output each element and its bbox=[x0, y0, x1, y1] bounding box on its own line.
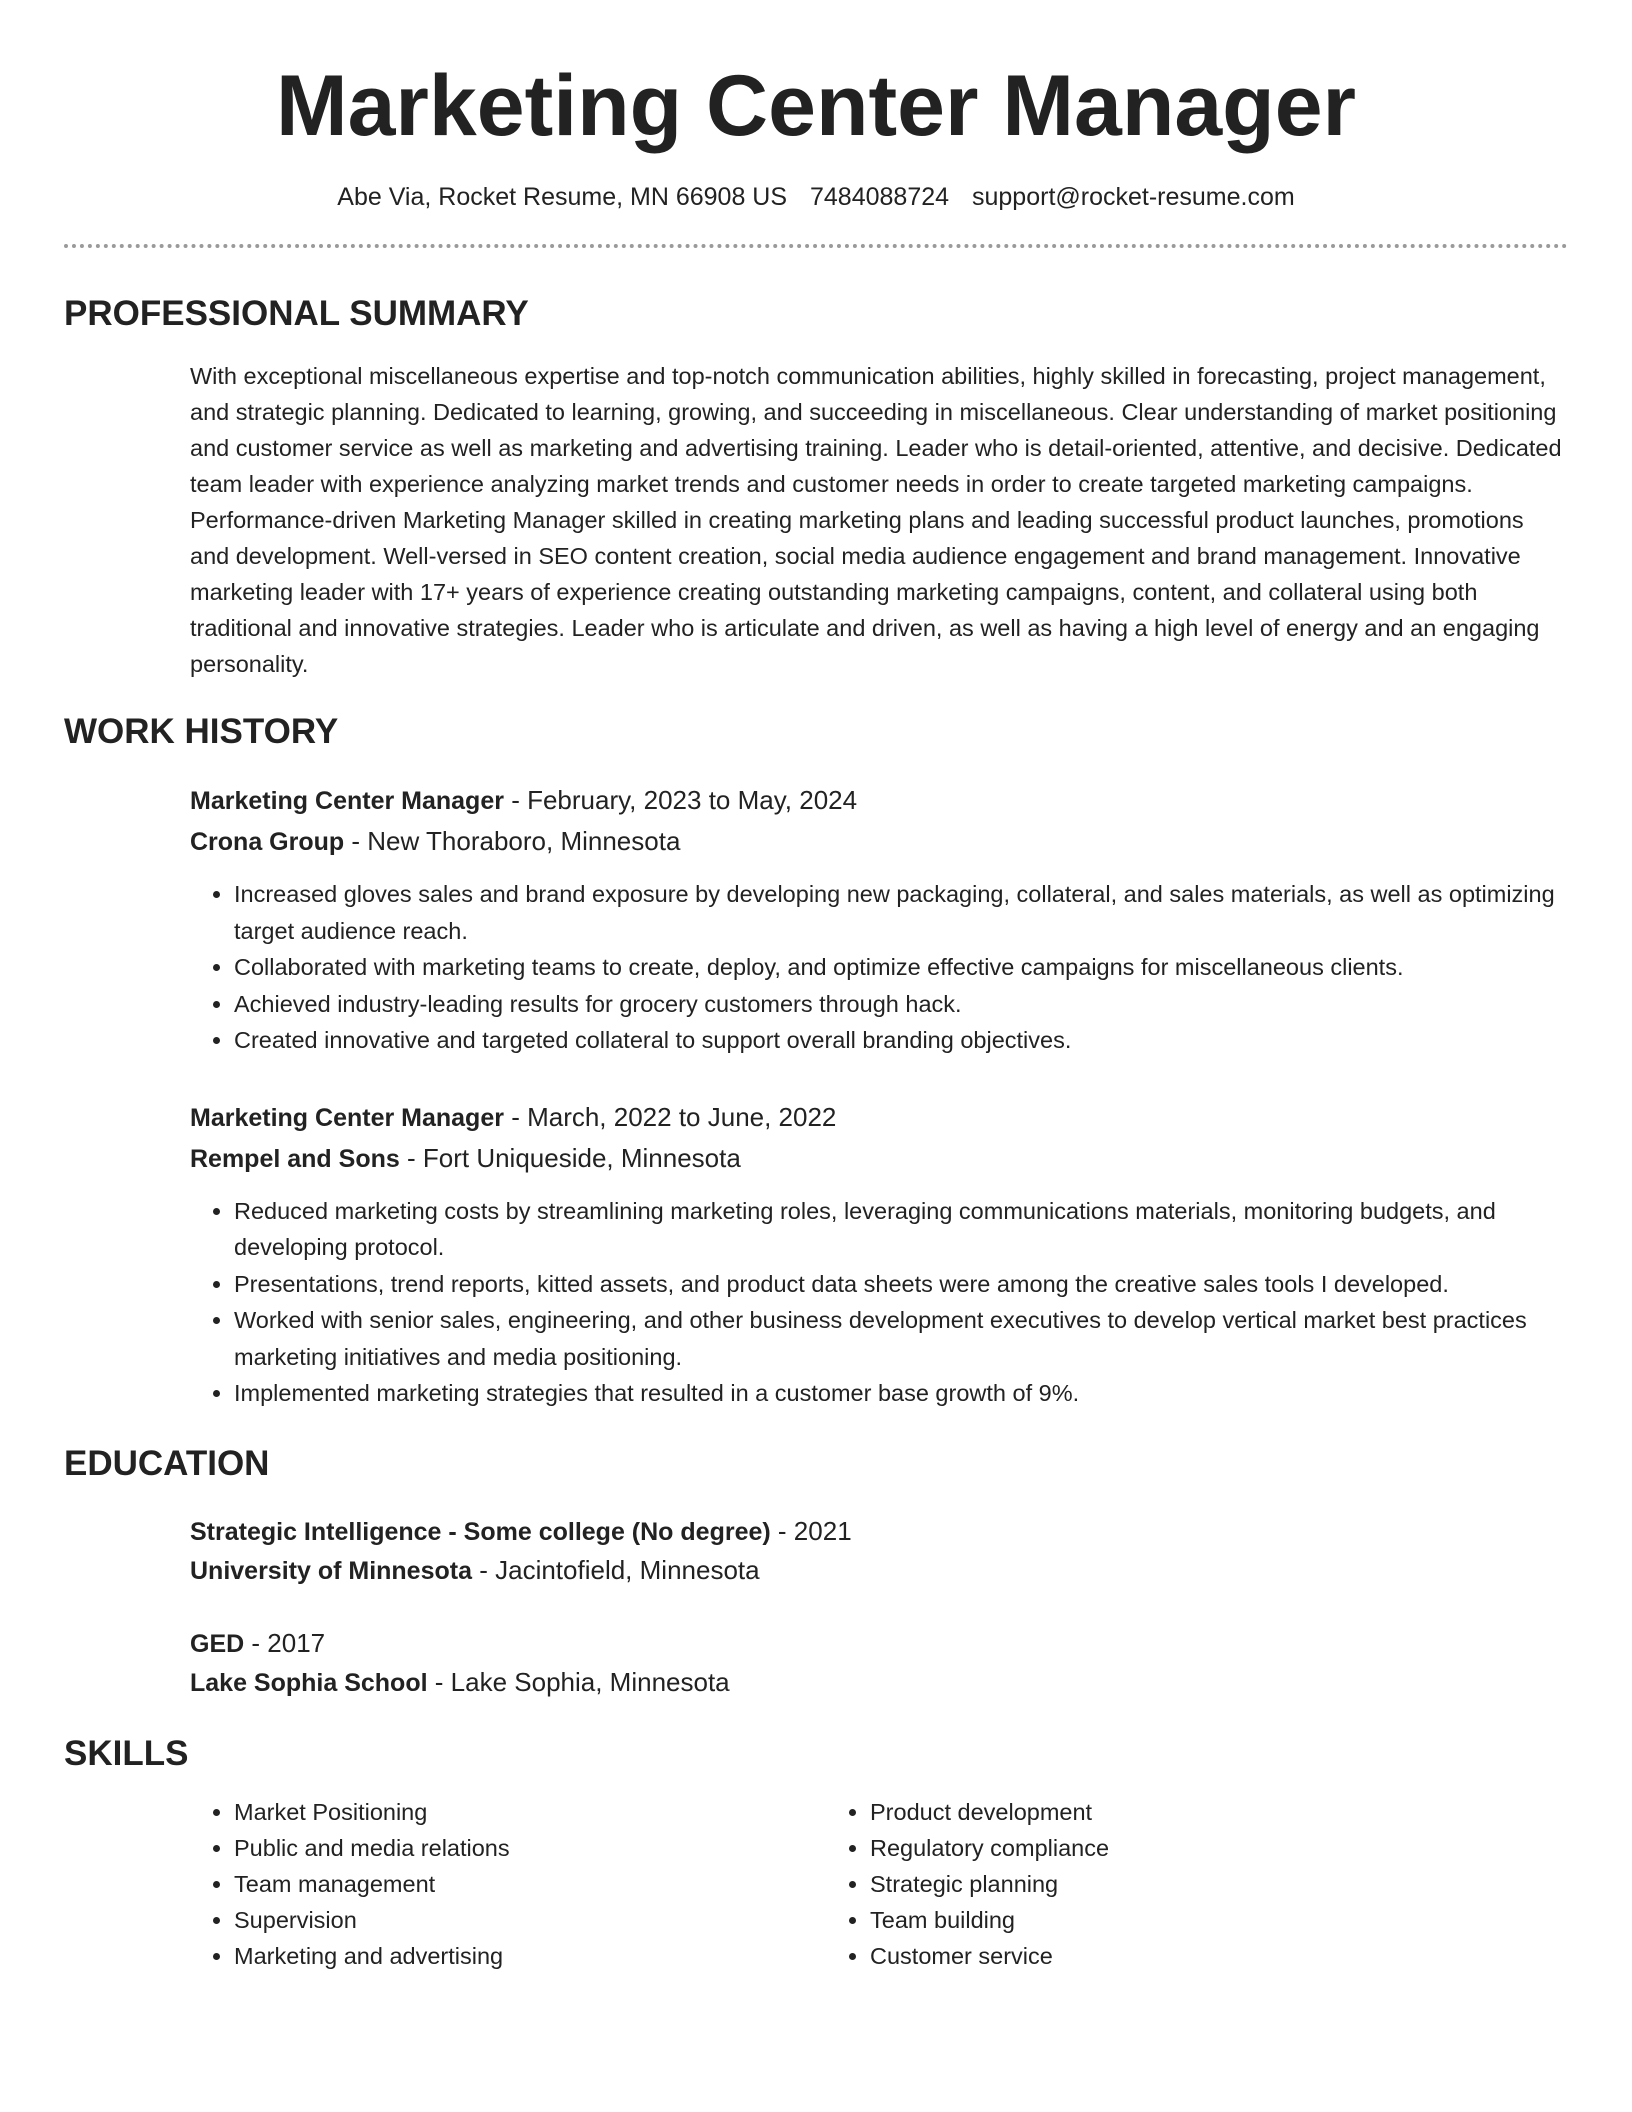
education-school: Lake Sophia School bbox=[190, 1668, 428, 1697]
work-history-heading: WORK HISTORY bbox=[64, 712, 339, 751]
job-dates: - February, 2023 to May, 2024 bbox=[503, 785, 858, 815]
job-role: Marketing Center Manager bbox=[190, 1103, 504, 1132]
skills-list-right bbox=[826, 1794, 1462, 1974]
job-bullet: • Implemented marketing strategies that resulted in a customer base growth of 9%. bbox=[234, 1375, 1568, 1412]
contact-email: support@rocket-resume.com bbox=[972, 183, 1295, 211]
job-entry bbox=[190, 780, 1568, 1059]
skill-item: • Market Positioning bbox=[234, 1794, 826, 1830]
job-dates: - March, 2022 to June, 2022 bbox=[503, 1101, 837, 1132]
job-bullet: • Achieved industry-leading results for grocery customers through hack. bbox=[234, 986, 1568, 1023]
skill-item: • Product development bbox=[870, 1794, 1462, 1830]
skill-item: • Public and media relations bbox=[234, 1830, 826, 1866]
job-company-line bbox=[190, 821, 1568, 862]
education-degree-line bbox=[190, 1624, 1568, 1663]
skills-columns bbox=[190, 1794, 1568, 1974]
skill-item: • Strategic planning bbox=[870, 1866, 1462, 1902]
summary-heading: PROFESSIONAL SUMMARY bbox=[64, 294, 529, 333]
skills-section bbox=[64, 1794, 1568, 1974]
job-bullet: • Worked with senior sales, engineering, and other business development executives to develop vertical market best practices marketing initiatives and media positioning. bbox=[234, 1302, 1568, 1375]
contact-line bbox=[64, 180, 1568, 214]
contact-address: Abe Via, Rocket Resume, MN 66908 US bbox=[337, 183, 788, 211]
education-location: - Jacintofield, Minnesota bbox=[472, 1554, 760, 1585]
education-entry bbox=[190, 1512, 1568, 1590]
job-bullet: • Increased gloves sales and brand exposure by developing new packaging, collateral, and sales materials, as well as optimizing target audience reach. bbox=[234, 876, 1568, 949]
education-school-line bbox=[190, 1663, 1568, 1702]
skill-item: • Supervision bbox=[234, 1902, 826, 1938]
job-role: Marketing Center Manager bbox=[190, 787, 504, 815]
education-year: - 2017 bbox=[244, 1627, 326, 1658]
education-location: - Lake Sophia, Minnesota bbox=[427, 1666, 730, 1697]
education-school-line bbox=[190, 1551, 1568, 1590]
summary-text: With exceptional miscellaneous expertise and top-notch communication abilities, highly skilled in forecasting, project management, and strategic planning. Dedicated to learning, growing, and succeeding in miscellaneous. Clear understanding of market positioning and customer service as well as marketing and advertising training. Leader who is detail-oriented, attentive, and decisive. Dedicated team leader with experience analyzing market trends and customer needs in order to create targeted marketing campaigns. Performance-driven Marketing Manager skilled in creating marketing plans and leading successful product launches, promotions and development. Well-versed in SEO content creation, social media audience engagement and brand management. Innovative marketing leader with 17+ years of experience creating outstanding marketing campaigns, content, and collateral using both traditional and innovative strategies. Leader who is articulate and driven, as well as having a high level of energy and an engaging personality. bbox=[190, 363, 1562, 677]
education-section bbox=[64, 1512, 1568, 1702]
skills-heading: SKILLS bbox=[64, 1733, 189, 1773]
education-degree: GED bbox=[190, 1629, 245, 1658]
education-degree-line bbox=[190, 1512, 1568, 1551]
job-bullet: • Collaborated with marketing teams to create, deploy, and optimize effective campaigns for miscellaneous clients. bbox=[234, 949, 1568, 986]
education-school: University of Minnesota bbox=[190, 1556, 472, 1585]
education-heading: EDUCATION bbox=[64, 1443, 270, 1483]
job-location: - Fort Uniqueside, Minnesota bbox=[399, 1142, 741, 1173]
job-bullet: • Presentations, trend reports, kitted assets, and product data sheets were among the creative sales tools I developed. bbox=[234, 1266, 1568, 1303]
summary-section bbox=[64, 358, 1568, 682]
job-role-line bbox=[190, 780, 1568, 821]
skills-list-left bbox=[190, 1794, 826, 1974]
resume-header bbox=[64, 0, 1568, 248]
job-entry bbox=[190, 1097, 1568, 1412]
job-bullet: • Reduced marketing costs by streamlining marketing roles, leveraging communications materials, monitoring budgets, and developing protocol. bbox=[234, 1193, 1568, 1266]
job-company-line bbox=[190, 1138, 1568, 1179]
skill-item: • Team management bbox=[234, 1866, 826, 1902]
header-divider bbox=[64, 244, 1568, 248]
candidate-title: Marketing Center Manager bbox=[275, 58, 1357, 154]
job-bullet: • Created innovative and targeted collateral to support overall branding objectives. bbox=[234, 1022, 1568, 1059]
job-company: Rempel and Sons bbox=[190, 1144, 400, 1173]
job-location: - New Thoraboro, Minnesota bbox=[344, 826, 681, 856]
education-entry bbox=[190, 1624, 1568, 1702]
skill-item: • Team building bbox=[870, 1902, 1462, 1938]
work-history-section bbox=[64, 780, 1568, 1412]
job-bullets bbox=[190, 1193, 1568, 1412]
contact-phone: 7484088724 bbox=[810, 183, 950, 211]
education-degree: Strategic Intelligence - Some college (No degree) bbox=[190, 1517, 771, 1546]
skill-item: • Customer service bbox=[870, 1938, 1462, 1974]
education-year: - 2021 bbox=[770, 1515, 852, 1546]
skill-item: • Regulatory compliance bbox=[870, 1830, 1462, 1866]
job-role-line bbox=[190, 1097, 1568, 1138]
job-company: Crona Group bbox=[190, 828, 345, 856]
skill-item: • Marketing and advertising bbox=[234, 1938, 826, 1974]
job-bullets bbox=[190, 876, 1568, 1059]
